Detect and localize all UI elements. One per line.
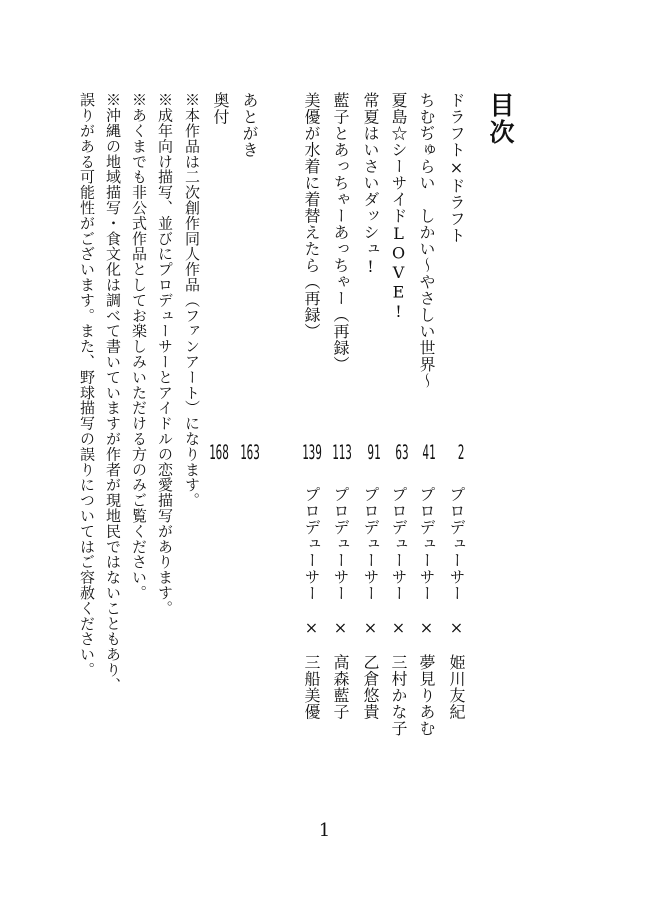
- entry-title-4: 常夏はいさいダッシュ!: [361, 92, 380, 277]
- entry-pair-4: プロデューサー × 乙倉悠貴: [361, 486, 380, 720]
- entry-title-3: 夏島☆シーサイドLOVE!: [389, 92, 408, 322]
- afterword-page: 163: [240, 441, 260, 465]
- note-4: ※沖縄の地域描写・食文化は調べて書いていますが作者が現地民ではないこともあり、: [104, 92, 122, 693]
- note-2: ※成年向け描写、並びにプロデューサーとアイドルの恋愛描写があります。: [156, 92, 174, 616]
- entry-page-3: 63: [395, 441, 409, 465]
- entry-page-4: 91: [367, 441, 381, 465]
- entry-page-2: 41: [422, 441, 436, 465]
- entry-page-1: 2: [457, 441, 465, 465]
- entry-pair-6: プロデューサー × 三船美優: [302, 486, 321, 720]
- entry-pair-1: プロデューサー × 姫川友紀: [447, 486, 466, 720]
- colophon-title: 奥付: [211, 92, 230, 125]
- entry-pair-5: プロデューサー × 高森藍子: [331, 486, 350, 720]
- toc-title: 目次: [486, 92, 515, 146]
- note-3: ※あくまでも非公式作品としてお楽しみいただける方のみご覧ください。: [130, 92, 148, 601]
- note-5: 誤りがある可能性がございます。また、野球描写の誤りについてはご容赦ください。: [78, 92, 96, 678]
- entry-title-1: ドラフト×ドラフト: [447, 92, 466, 244]
- entry-page-6: 139: [302, 441, 322, 465]
- entry-pair-3: プロデューサー × 三村かな子: [389, 486, 408, 737]
- entry-title-2: ちむぢゅらい しかい〜やさしい世界〜: [417, 92, 436, 389]
- page-number: 1: [318, 820, 331, 841]
- entry-title-6: 美優が水着に着替えたら（再録）: [302, 92, 321, 340]
- entry-title-5: 藍子とあっちゃーあっちゃー（再録）: [331, 92, 350, 373]
- entry-page-5: 113: [332, 441, 352, 465]
- afterword-title: あとがき: [240, 92, 259, 158]
- note-1: ※本作品は二次創作同人作品（ファンアート）になります。: [183, 92, 201, 508]
- colophon-page: 168: [209, 441, 229, 465]
- entry-pair-2: プロデューサー × 夢見りあむ: [417, 486, 436, 737]
